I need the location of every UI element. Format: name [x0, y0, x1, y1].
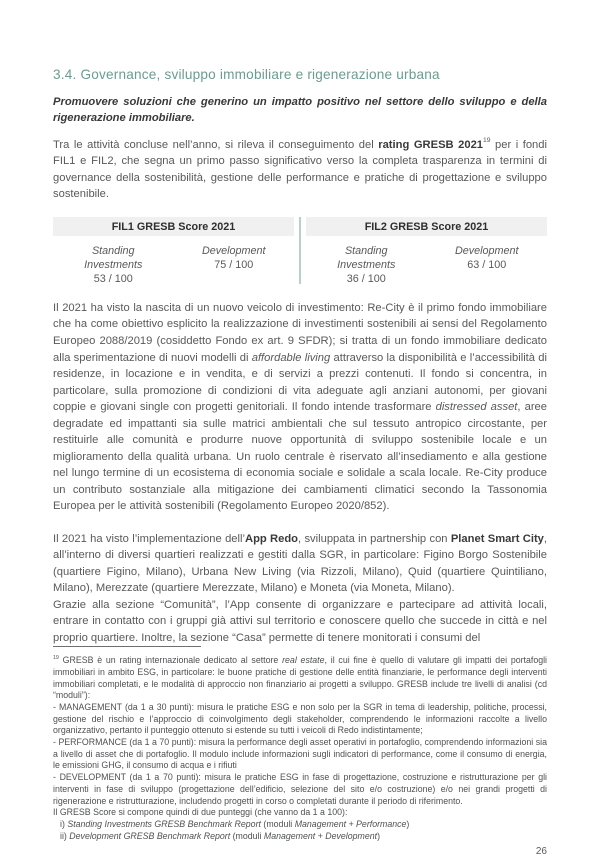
section-subtitle: Promuovere soluzioni che generino un impatto positivo nel settore dello sviluppo e della rigenerazione immobiliare.: [53, 95, 547, 124]
score-value: 36 / 100: [346, 272, 386, 285]
paragraph-app-redo: Il 2021 ha visto l’implementazione dell’App Redo, sviluppata in partnership con Planet Smart City, all’interno di diversi quartieri realizzati e gestiti dalla SGR, in particolare: Figino Borgo Sostenibile (quartiere Figino, Milano), Urbana New Living (via Rizzoli, Milano), Quid (quartiere Quintiliano, Milano), Merezzate (quartiere Merezzate, Milano) e Moneta (via Moneta, Milano).: [53, 532, 548, 595]
score-label: Standing Investments: [84, 244, 143, 271]
footnote-performance: - PERFORMANCE (da 1 a 70 punti): misura la performance degli asset operativi in portafoglio, comprendendo informazioni sia a livello di asset che di portafoglio. Il modulo include informazioni sugli indicatori di performance, come il consumo di energia, le emissioni GHG, il consumo di acqua e i rifiuti: [53, 737, 547, 771]
score-value: 75 / 100: [214, 258, 254, 271]
paragraph-gresb-rating: Tra le attività concluse nell’anno, si rileva il conseguimento del rating GRESB 2021$^{19}$ per i fondi FIL1 e FIL2, che segna un primo passo significativo verso la completa trasparenza in termini di governance della sostenibilità, gestione delle performance e pratiche di progettazione e sviluppo sostenibile.: [53, 137, 547, 201]
score-cell-fil1-standing: [53, 239, 174, 286]
footnote-score-item-1: i) Standing Investments GRESB Benchmark Report (moduli Management + Performance): [60, 818, 410, 829]
score-cell-fil2-standing: [306, 239, 427, 286]
page-number: 26: [535, 846, 547, 857]
gresb-panel-fil2-title: FIL2 GRESB Score 2021: [306, 217, 547, 236]
gresb-panel-fil1-title: FIL1 GRESB Score 2021: [53, 217, 294, 236]
footnote-block: [53, 646, 547, 857]
footnote-management: - MANAGEMENT (da 1 a 30 punti): misura le pratiche ESG e non solo per la SGR in tema di leadership, politiche, processi, gestione del rischio e l’approccio di coinvolgimento degli stakeholder, comprendendo le informazioni raccolte a livello organizzativo, pertanto il punteggio ottenuto si estende su tutti i veicoli di Redo indistintamente;: [53, 702, 547, 736]
footnote-separator: [53, 646, 201, 647]
paragraph-app-sections: Grazie alla sezione “Comunità”, l’App consente di organizzare e partecipare ad attività locali, entrare in contatto con i gruppi già attivi sul territorio e conoscere quello che succede in città e nel proprio quartiere. Inoltre, la sezione “Casa” permette di tenere monitorati i consumi del: [53, 598, 547, 644]
gresb-score-table: [53, 217, 547, 286]
score-label: Standing Investments: [337, 244, 396, 271]
footnote-development: - DEVELOPMENT (da 1 a 70 punti): misura le pratiche ESG in fase di progettazione, costruzione e ristrutturazione per gli interventi in fase di sviluppo (progettazione dell’edificio, selezione del sito e/o costruzione) e/o nei grandi progetti di rigenerazione e ristrutturazione, includendo progetti in corso o completati durante il periodo di riferimento.: [53, 772, 547, 806]
score-cell-fil2-development: [427, 239, 548, 286]
gresb-panel-fil1-body: [53, 239, 294, 286]
footnote-gresb-intro: $^{19}$ GRESB è un rating internazionale dedicato al settore real estate, il cui fine è quello di valutare gli impatti dei portafogli immobiliari in ambito ESG, in particolare: le buone pratiche di gestione delle entità finanziarie, le performance degli interventi immobiliari completati, e le modalità di approccio non finanziario ai progetti a sviluppo. GRESB include tre livelli di analisi (cd “moduli”):: [53, 654, 548, 701]
score-label: Development: [201, 244, 266, 257]
score-value: 63 / 100: [467, 258, 507, 271]
score-label: Development: [454, 244, 519, 257]
paragraph-recity: Il 2021 ha visto la nascita di un nuovo veicolo di investimento: Re-City è il primo fondo immobiliare che ha come obiettivo esplicito la realizzazione di investimenti sostenibili ai sensi del Regolamento Europeo 2088/2019 (cosiddetto Fondo ex art. 9 SFDR); si tratta di un fondo immobiliare dedicato alla sperimentazione di nuovi modelli di affordable living attraverso la disponibilità e l’accessibilità di residenze, in locazione e in vendita, e di servizi a prezzi contenuti. Il fondo si concentra, in particolare, sulla promozione di condizioni di vita adeguate agli anziani autonomi, per giovani coppie e giovani single con progetti genitoriali. Il fondo intende trasformare distressed asset, aree degradate ed impattanti sia sulle matrici ambientali che sul tessuto antropico circostante, per restituirle alle comunità e produrre nuove opportunità di sviluppo sostenibile locale e un miglioramento della qualità urbana. Un ruolo centrale è riservato all’insediamento e alla gestione nel lungo termine di un ecosistema di economia sociale e solidale a scala locale. Re-City produce un contributo sostanziale alla mitigazione dei cambiamenti climatici secondo la Tassonomia Europea per le attività sostenibili (Regolamento Europeo 2020/852).: [53, 301, 547, 513]
footnote-score-intro: Il GRESB Score si compone quindi di due punteggi (che vanno da 1 a 100):: [53, 807, 348, 818]
section-heading: 3.4. Governance, sviluppo immobiliare e rigenerazione urbana: [53, 67, 440, 82]
table-divider: [299, 217, 301, 284]
gresb-panel-fil2-body: [306, 239, 547, 286]
gresb-panel-fil1: [53, 217, 294, 286]
gresb-panel-fil2: [306, 217, 547, 286]
score-value: 53 / 100: [93, 272, 133, 285]
footnote-score-item-2: ii) Development GRESB Benchmark Report (moduli Management + Development): [60, 830, 381, 841]
score-cell-fil1-development: [174, 239, 295, 286]
